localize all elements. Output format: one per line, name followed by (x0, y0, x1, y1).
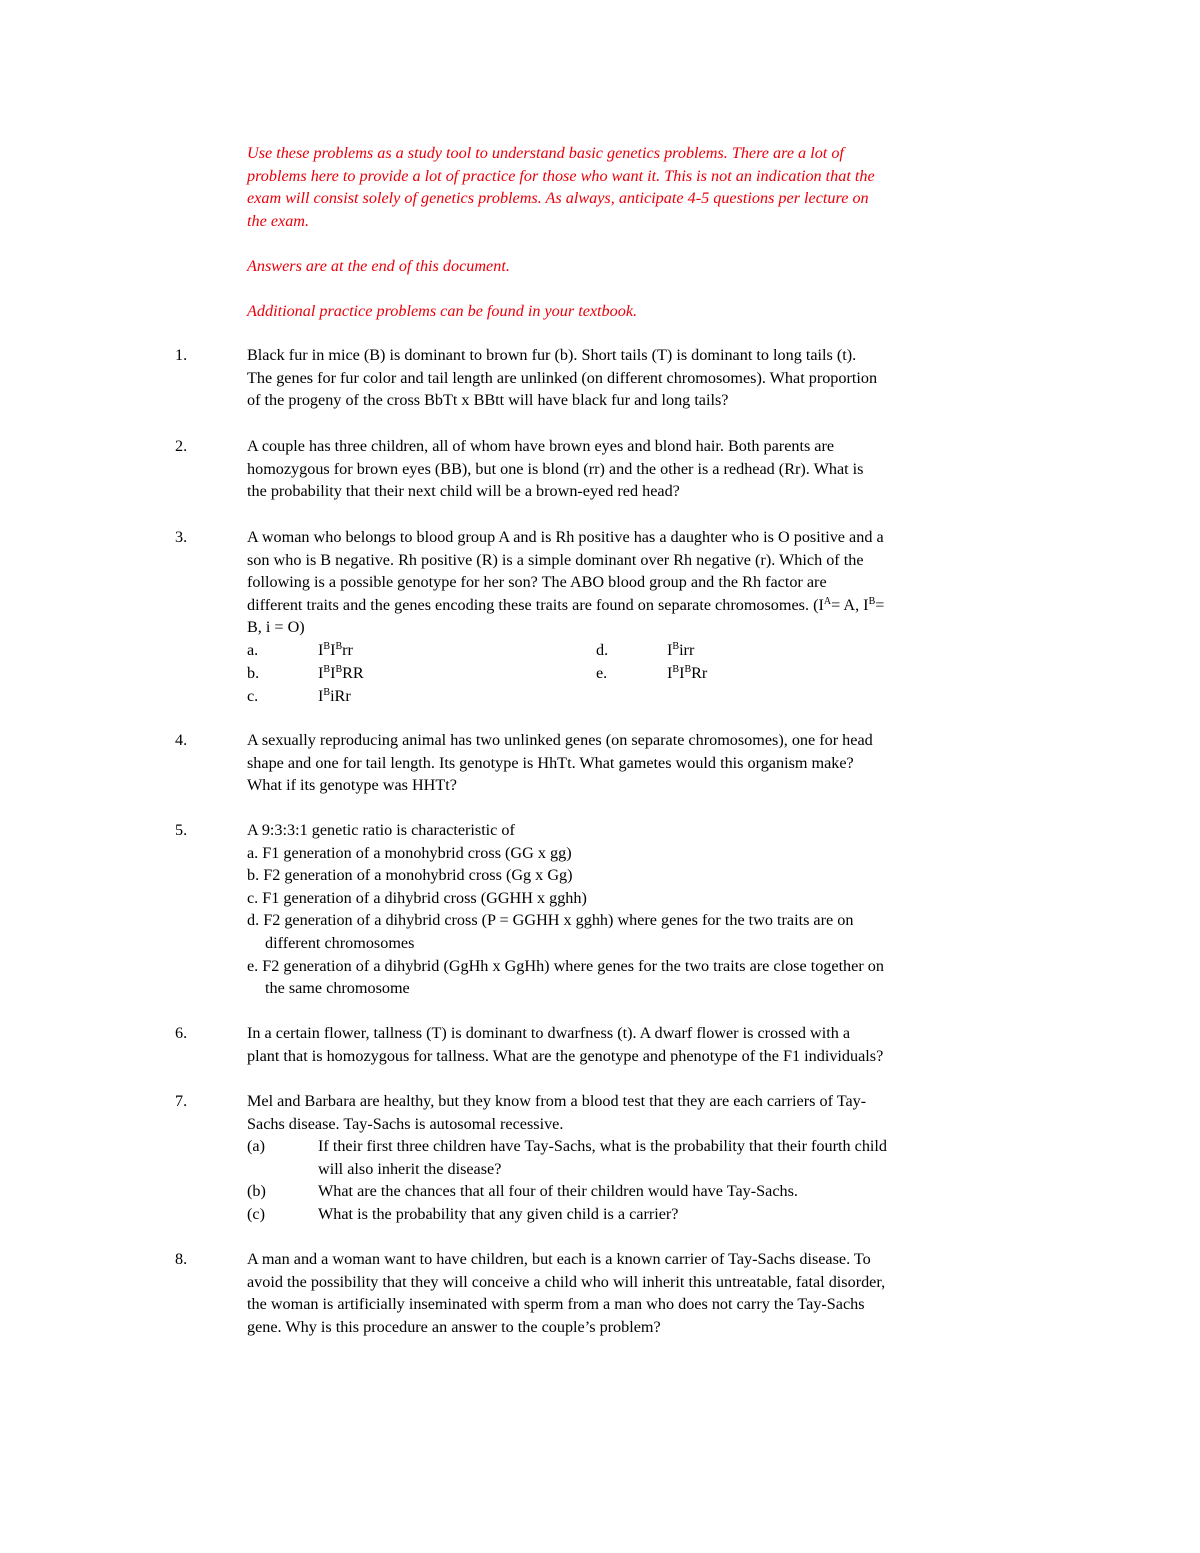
choice-a: a. F1 generation of a monohybrid cross (GG x gg) (247, 843, 572, 862)
subquestion-text: What are the chances that all four of their children would have Tay-Sachs. (318, 1182, 798, 1200)
question-number: 1. (175, 346, 188, 364)
question-number: 5. (175, 821, 188, 839)
choice-b: b. F2 generation of a monohybrid cross (Gg x Gg) (247, 866, 573, 885)
question-stem: A 9:3:3:1 genetic ratio is characteristic of (247, 821, 515, 839)
question-text (247, 1248, 1037, 1338)
subquestion-label: (c) (247, 1205, 265, 1223)
question-number: 8. (175, 1250, 188, 1268)
question-text (247, 1090, 1037, 1135)
option-c-genotype: $I^BiRr$ (318, 687, 351, 705)
question-line: B, i = O) (247, 618, 305, 637)
question-line: different traits and the genes encoding these traits are found on separate chromosomes. ($I^A= A$, $I^B=$ (247, 595, 885, 614)
question-line: of the progeny of the cross BbTt x BBtt will have black fur and long tails? (247, 391, 729, 410)
question-line: homozygous for brown eyes (BB), but one is blond (rr) and the other is a redhead (Rr). What is (247, 459, 864, 478)
option-b-label: b. (247, 664, 260, 682)
subquestion-label: (b) (247, 1182, 266, 1200)
option-e-label: e. (596, 664, 608, 682)
question-text (247, 435, 1037, 503)
question-line: A sexually reproducing animal has two unlinked genes (on separate chromosomes), one for head (247, 731, 873, 749)
option-b-genotype: $I^BI^BRR$ (318, 664, 364, 682)
option-d-genotype: $I^Birr$ (667, 641, 695, 659)
choice-e: e. F2 generation of a dihybrid (GgHh x GgHh) where genes for the two traits are close together on (247, 956, 884, 975)
question-number: 2. (175, 437, 188, 455)
answers-note: Answers are at the end of this document. (247, 257, 510, 275)
intro-line: problems here to provide a lot of practice for those who want it. This is not an indication that the (247, 166, 875, 185)
question-line: shape and one for tail length. Its genotype is HhTt. What gametes would this organism make? (247, 753, 854, 772)
question-line: son who is B negative. Rh positive (R) is a simple dominant over Rh negative (r). Which of the (247, 550, 864, 569)
question-line: In a certain flower, tallness (T) is dominant to dwarfness (t). A dwarf flower is crossed with a (247, 1024, 851, 1042)
intro-line: exam will consist solely of genetics problems. As always, anticipate 4-5 questions per lecture on (247, 189, 869, 208)
option-d-label: d. (596, 641, 609, 659)
question-line: the probability that their next child will be a brown-eyed red head? (247, 482, 680, 501)
question-number: 6. (175, 1024, 188, 1042)
question-line: A couple has three children, all of whom have brown eyes and blond hair. Both parents are (247, 437, 835, 455)
choice-c: c. F1 generation of a dihybrid cross (GGHH x gghh) (247, 888, 587, 907)
question-text (247, 526, 1037, 639)
option-c-label: c. (247, 687, 259, 705)
question-line: A man and a woman want to have children, but each is a known carrier of Tay-Sachs disease. To (247, 1250, 871, 1268)
question-line: The genes for fur color and tail length are unlinked (on different chromosomes). What proportion (247, 368, 878, 387)
option-e-genotype: $I^BI^BRr$ (667, 664, 708, 682)
question-number: 3. (175, 528, 188, 546)
question-line: gene. Why is this procedure an answer to the couple’s problem? (247, 1317, 661, 1336)
subquestion-label: (a) (247, 1137, 265, 1155)
question-line: Black fur in mice (B) is dominant to brown fur (b). Short tails (T) is dominant to long tails (t). (247, 346, 857, 364)
textbook-note: Additional practice problems can be found in your textbook. (247, 302, 638, 320)
question-line: A woman who belongs to blood group A and is Rh positive has a daughter who is O positive and a (247, 528, 884, 546)
intro-line: the exam. (247, 211, 310, 230)
option-a-label: a. (247, 641, 259, 659)
subquestion-text: What is the probability that any given child is a carrier? (318, 1205, 679, 1223)
question-line: plant that is homozygous for tallness. What are the genotype and phenotype of the F1 individuals? (247, 1046, 884, 1065)
intro-paragraph (247, 142, 1037, 232)
question-text (247, 729, 1037, 797)
question-line: Mel and Barbara are healthy, but they know from a blood test that they are each carriers of Tay- (247, 1092, 867, 1110)
choice-d-continued: different chromosomes (265, 933, 415, 952)
question-line: the woman is artificially inseminated with sperm from a man who does not carry the Tay-Sachs (247, 1295, 865, 1314)
question-line: avoid the possibility that they will conceive a child who will inherit this untreatable, fatal disorder, (247, 1272, 886, 1291)
choice-d: d. F2 generation of a dihybrid cross (P = GGHH x gghh) where genes for the two traits are on (247, 911, 854, 930)
question-line: What if its genotype was HHTt? (247, 776, 457, 795)
question-line: following is a possible genotype for her son? The ABO blood group and the Rh factor are (247, 573, 827, 592)
question-line: Sachs disease. Tay-Sachs is autosomal recessive. (247, 1114, 564, 1133)
intro-line: Use these problems as a study tool to understand basic genetics problems. There are a lot of (247, 144, 844, 162)
subquestion-text: If their first three children have Tay-Sachs, what is the probability that their fourth child will also inherit the disease? (318, 1137, 888, 1178)
question-number: 7. (175, 1092, 188, 1110)
question-number: 4. (175, 731, 188, 749)
question-text (247, 1022, 1037, 1067)
question-text (247, 344, 1037, 412)
choice-e-continued: the same chromosome (265, 979, 410, 998)
question-text (247, 819, 1037, 1000)
option-a-genotype: $I^BI^Brr$ (318, 641, 353, 659)
